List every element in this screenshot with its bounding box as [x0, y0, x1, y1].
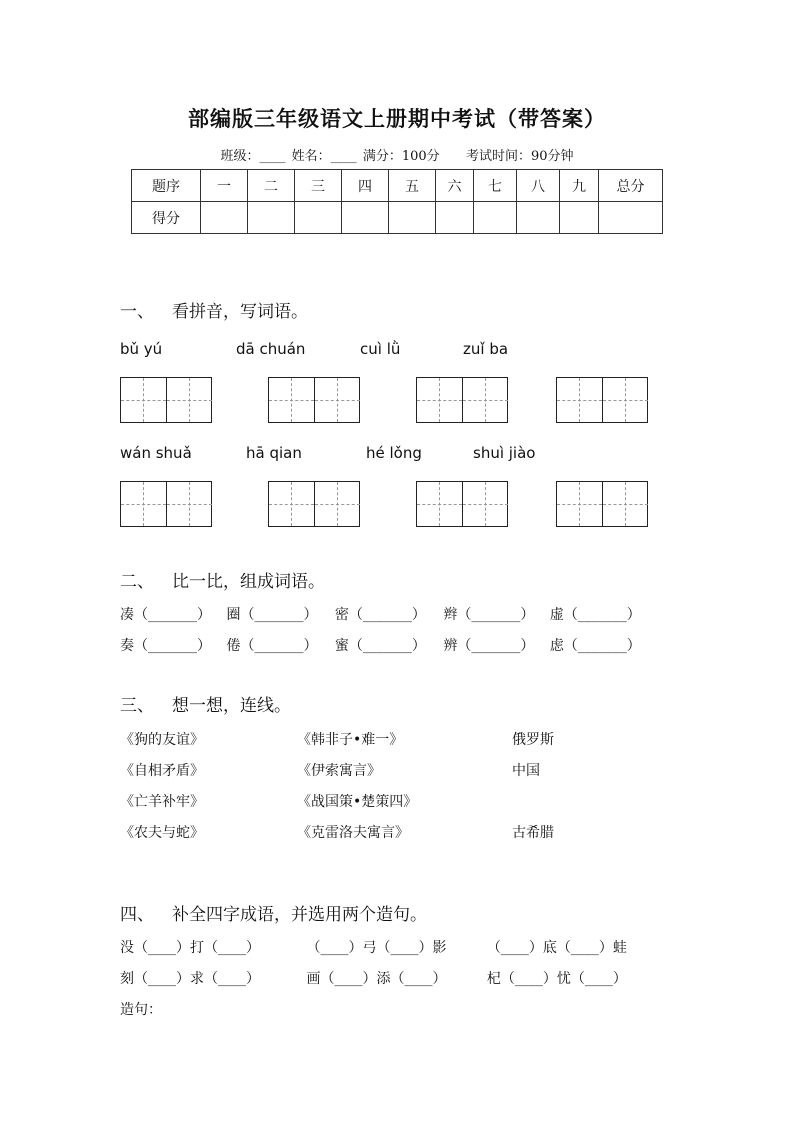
pinyin-prompt: shuì jiào — [473, 444, 536, 462]
match-item-country[interactable]: 古希腊 — [512, 825, 554, 841]
match-item-story[interactable]: 《农夫与蛇》 — [120, 825, 204, 841]
match-item-story[interactable]: 《狗的友谊》 — [120, 732, 204, 748]
score-input-cell[interactable] — [517, 202, 560, 234]
idiom-item[interactable]: （____）底（____）蛙 — [486, 940, 627, 956]
compare-item[interactable]: 虑（_______） — [549, 638, 641, 654]
match-item-source[interactable]: 《战国策•楚策四》 — [297, 794, 418, 810]
compare-item[interactable]: 奏（_______） — [120, 638, 211, 654]
score-input-cell[interactable] — [248, 202, 295, 234]
match-item-country[interactable]: 中国 — [512, 763, 540, 779]
score-row-label: 得分 — [132, 202, 201, 234]
pinyin-prompt: bǔ yú — [120, 340, 163, 358]
pinyin-prompt: wán shuǎ — [120, 444, 192, 462]
section-title: 比一比，组成词语。 — [172, 572, 325, 592]
section-3-heading — [120, 691, 291, 716]
score-input-cell[interactable] — [560, 202, 599, 234]
idiom-item[interactable]: 刻（____）求（____） — [120, 971, 260, 987]
idiom-row-1 — [120, 937, 627, 957]
exam-time: 考试时间：90分钟 — [465, 149, 574, 164]
compare-item[interactable]: 辫（_______） — [443, 607, 535, 623]
score-header-cell: 五 — [389, 170, 436, 202]
match-item-source[interactable]: 《伊索寓言》 — [297, 763, 381, 779]
score-value-row — [132, 202, 663, 234]
match-item-story[interactable]: 《自相矛盾》 — [120, 763, 204, 779]
page-title: 部编版三年级语文上册期中考试（带答案） — [188, 106, 606, 131]
score-header-cell: 七 — [474, 170, 517, 202]
writing-grid[interactable] — [268, 377, 360, 423]
score-header-cell: 九 — [560, 170, 599, 202]
pinyin-row-1 — [0, 340, 794, 364]
score-input-cell[interactable] — [201, 202, 248, 234]
compare-row-1 — [120, 604, 641, 624]
class-label: 班级：____ — [220, 149, 286, 164]
score-header-cell: 六 — [436, 170, 474, 202]
compare-item[interactable]: 凑（_______） — [120, 607, 211, 623]
score-header-row — [132, 170, 663, 202]
idiom-item[interactable]: 画（____）添（____） — [306, 971, 447, 987]
score-header-cell: 题序 — [132, 170, 201, 202]
score-input-cell[interactable] — [342, 202, 389, 234]
section-2-heading — [120, 567, 325, 592]
pinyin-prompt: hā qian — [246, 444, 302, 462]
score-header-cell: 八 — [517, 170, 560, 202]
writing-grid[interactable] — [556, 481, 648, 527]
compare-item[interactable]: 圈（_______） — [226, 607, 318, 623]
writing-grid[interactable] — [268, 481, 360, 527]
score-header-cell: 四 — [342, 170, 389, 202]
match-item-source[interactable]: 《克雷洛夫寓言》 — [297, 825, 409, 841]
score-header-cell: 总分 — [599, 170, 663, 202]
writing-grid[interactable] — [120, 377, 212, 423]
score-table — [131, 169, 663, 234]
idiom-row-2 — [120, 968, 627, 988]
score-input-cell[interactable] — [295, 202, 342, 234]
match-item-story[interactable]: 《亡羊补牢》 — [120, 794, 204, 810]
idiom-item[interactable]: 没（____）打（____） — [120, 940, 260, 956]
compare-item[interactable]: 倦（_______） — [226, 638, 318, 654]
section-number: 三、 — [120, 696, 154, 716]
idiom-item[interactable]: （____）弓（____）影 — [306, 940, 447, 956]
writing-grid[interactable] — [416, 481, 508, 527]
section-number: 二、 — [120, 572, 154, 592]
sentence-label: 造句： — [120, 1002, 162, 1018]
compare-item[interactable]: 蜜（_______） — [334, 638, 426, 654]
name-label: 姓名：____ — [291, 149, 357, 164]
section-title: 想一想，连线。 — [172, 696, 291, 716]
pinyin-row-2 — [0, 444, 794, 468]
score-header-cell: 一 — [201, 170, 248, 202]
pinyin-prompt: zuǐ ba — [463, 340, 509, 358]
compare-row-2 — [120, 635, 641, 655]
pinyin-prompt: hé lǒng — [366, 444, 422, 462]
score-input-cell[interactable] — [474, 202, 517, 234]
match-item-country[interactable]: 俄罗斯 — [512, 732, 554, 748]
section-title: 看拼音，写词语。 — [172, 302, 308, 322]
pinyin-prompt: cuì lǜ — [360, 340, 401, 358]
pinyin-prompt: dā chuán — [236, 340, 306, 358]
compare-item[interactable]: 密（_______） — [334, 607, 426, 623]
section-4-heading — [120, 900, 427, 925]
match-item-source[interactable]: 《韩非子•难一》 — [297, 732, 404, 748]
score-input-cell[interactable] — [599, 202, 663, 234]
compare-item[interactable]: 虚（_______） — [549, 607, 641, 623]
writing-grid[interactable] — [120, 481, 212, 527]
writing-grid[interactable] — [556, 377, 648, 423]
section-1-heading — [120, 297, 308, 322]
score-header-cell: 三 — [295, 170, 342, 202]
compare-item[interactable]: 辨（_______） — [443, 638, 535, 654]
exam-info — [0, 145, 794, 164]
full-score: 满分：100分 — [362, 149, 440, 164]
section-number: 四、 — [120, 905, 154, 925]
section-number: 一、 — [120, 302, 154, 322]
score-input-cell[interactable] — [389, 202, 436, 234]
score-header-cell: 二 — [248, 170, 295, 202]
section-title: 补全四字成语，并选用两个造句。 — [172, 905, 427, 925]
score-input-cell[interactable] — [436, 202, 474, 234]
writing-grid[interactable] — [416, 377, 508, 423]
idiom-item[interactable]: 杞（____）忧（____） — [486, 971, 627, 987]
